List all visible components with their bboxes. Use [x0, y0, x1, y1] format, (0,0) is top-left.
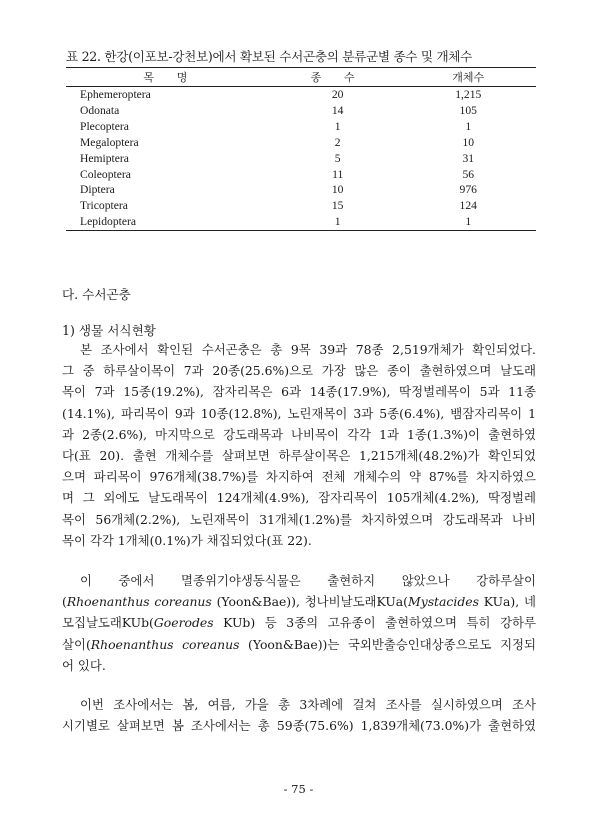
order-name: Diptera [80, 183, 115, 197]
order-name: Ephemeroptera [80, 88, 151, 101]
paragraph-line: 다(표 20). 출현 개체수를 살펴보면 하루살이목은 1,215개체(48.2%)가 확인되었 [62, 448, 536, 464]
paragraph-line [62, 591, 536, 612]
scientific-name: Rhoenanthus coreanus [90, 636, 240, 652]
individual-count: 1,215 [455, 88, 482, 101]
paragraph-line: 목이 각각 1개체(0.1%)가 채집되었다(표 22). [62, 532, 312, 548]
order-name: Coleoptera [80, 167, 131, 181]
paragraph-line: 과 2종(2.6%), 마지막으로 강도래목과 나비목이 각각 1과 1종(1.3%)이 출현하였 [62, 426, 536, 442]
text-run: (Yoon&Bae)), 청나비날도래KUa( [211, 594, 409, 610]
table-row [66, 119, 536, 135]
order-name: Hemiptera [80, 151, 129, 165]
individual-count: 976 [459, 183, 477, 197]
species-count: 10 [331, 183, 344, 197]
individual-count: 1 [465, 119, 472, 133]
paragraph-line [62, 612, 536, 633]
table-caption: 표 22. 한강(이포보-강천보)에서 확보된 수서곤충의 분류군별 종수 및 개체수 [66, 49, 473, 64]
species-count: 1 [275, 214, 401, 230]
species-count: 1 [334, 119, 341, 133]
species-count: 11 [332, 167, 344, 181]
individual-count: 31 [462, 151, 475, 165]
table-row [66, 103, 536, 119]
header-individual-count: 개체수 [401, 68, 537, 87]
species-count: 15 [331, 199, 344, 213]
paragraph-line: 이번 조사에서는 봄, 여름, 가을 총 3차례에 걸쳐 조사를 실시하였으며 조사 [80, 697, 536, 712]
individual-count: 105 [459, 103, 477, 117]
paragraph-line: 며 그 외에도 날도래목이 124개체(4.9%), 잠자리목이 105개체(4.2%), 딱정벌레 [62, 490, 536, 506]
order-name: Odonata [80, 103, 120, 117]
paragraph-line: 본 조사에서 확인된 수서곤충은 총 9목 39과 78종 2,519개체가 확인되었다. [80, 342, 536, 357]
paragraph-line: 이 중에서 멸종위기야생동식물은 출현하지 않았으나 강하루살이 [80, 573, 536, 588]
text-run: KUa), 네 [478, 594, 536, 610]
table-header-row [66, 68, 536, 87]
individual-count: 10 [462, 135, 475, 149]
paragraph-line: 그 중 하루살이목이 7과 20종(25.6%)으로 가장 많은 종이 출현하였으며 날도래 [62, 363, 536, 379]
order-name: Lepidoptera [66, 214, 275, 230]
text-run: 모집날도래KUb( [62, 615, 154, 631]
species-count: 2 [334, 135, 341, 149]
table-row [66, 151, 536, 167]
individual-count: 124 [459, 199, 477, 213]
order-name: Plecoptera [80, 119, 129, 133]
table-row [66, 135, 536, 151]
text-run: (Yoon&Bae))는 국외반출승인대상종으로도 지정되 [239, 636, 536, 652]
header-order: 목 명 [66, 68, 275, 87]
text-run: 살이( [62, 636, 91, 652]
order-name: Megaloptera [80, 135, 139, 149]
paragraph-line: 목이 56개체(2.2%), 노린재목이 31개체(1.2%)를 차지하였으며 강도래목과 나비 [62, 511, 536, 527]
table-row [66, 214, 536, 230]
subsection-heading: 1) 생물 서식현황 [62, 323, 156, 338]
paragraph-line: (14.1%), 파리목이 9과 10종(12.8%), 노린재목이 3과 5종(6.4%), 뱀잠자리목이 1 [62, 405, 536, 421]
table-row [66, 167, 536, 183]
order-name: Tricoptera [80, 199, 128, 213]
section-heading: 다. 수서곤충 [62, 287, 131, 302]
paragraph-habitat-status [62, 339, 536, 551]
paragraph-endemic-species [62, 570, 536, 676]
header-species-count: 종 수 [275, 68, 401, 87]
individual-count: 1 [401, 214, 537, 230]
table-row [66, 87, 536, 103]
scientific-name: Mystacides [408, 594, 479, 610]
species-count: 14 [331, 103, 344, 117]
text-run: ( [62, 594, 67, 610]
table-row [66, 182, 536, 198]
individual-count: 56 [462, 167, 475, 181]
paragraph-line: 으며 파리목이 976개체(38.7%)를 차지하여 전체 개체수의 약 87%를 차지하였으 [62, 469, 536, 485]
paragraph-line: 어 있다. [62, 657, 106, 673]
paragraph-line: 시기별로 살펴보면 봄 조사에서는 총 59종(75.6%) 1,839개체(73.0%)가 출현하였 [62, 718, 536, 734]
species-count-table [66, 67, 536, 231]
text-run: KUb) 등 3종의 고유종이 출현하였으며 특히 강하루 [213, 615, 536, 631]
paragraph-line [62, 634, 536, 655]
scientific-name: Goerodes [153, 615, 214, 631]
scientific-name: Rhoenanthus coreanus [66, 594, 212, 610]
species-count: 5 [334, 151, 341, 165]
page-number: - 75 - [283, 782, 314, 796]
species-count: 20 [331, 88, 344, 101]
table-row [66, 198, 536, 214]
paragraph-line: 목이 7과 15종(19.2%), 잠자리목은 6과 14종(17.9%), 딱정벌레목이 5과 11종 [62, 384, 536, 400]
paragraph-survey-seasons [62, 694, 536, 736]
